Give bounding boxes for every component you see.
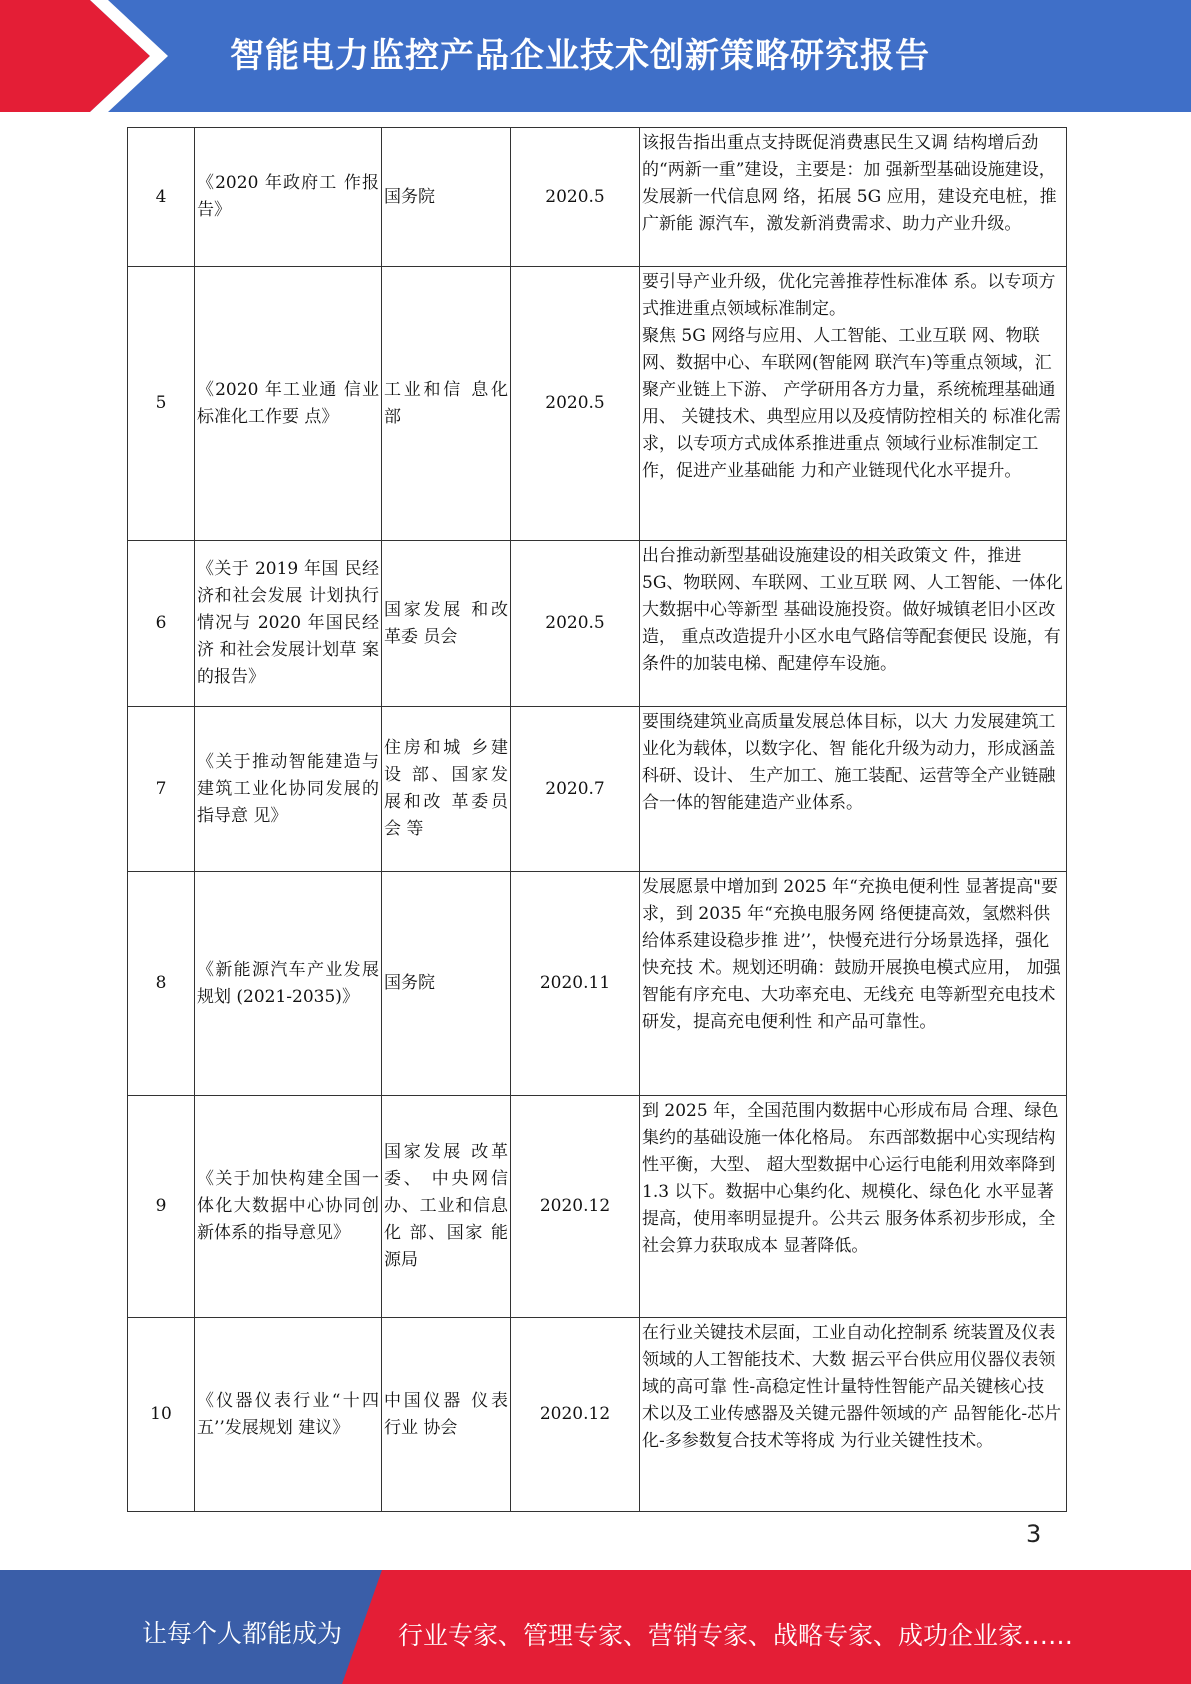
issue-date: 2020.7 xyxy=(511,707,640,872)
row-number: 9 xyxy=(128,1096,195,1318)
issuing-body: 住房和城 乡建设 部、国家发展和改 革委员会 等 xyxy=(382,707,511,872)
report-title: 智能电力监控产品企业技术创新策略研究报告 xyxy=(230,36,930,76)
description: 在行业关键技术层面，工业自动化控制系 统装置及仪表领域的人工智能技术、大数 据云平台供应用仪器仪表领域的高可靠 性-高稳定性计量特性智能产品关键核心技 术以及工业传感器及关键元器件领域的产 品智能化-芯片化-多参数复合技术等将成 为行业关键性技术。 xyxy=(640,1318,1067,1512)
issue-date: 2020.11 xyxy=(511,872,640,1096)
document-name: 《关于加快构建全国一体化大数据中心协同创新体系的指导意见》 xyxy=(195,1096,382,1318)
issue-date: 2020.12 xyxy=(511,1318,640,1512)
document-name: 《2020 年工业通 信业标准化工作要 点》 xyxy=(195,267,382,541)
table-row xyxy=(128,541,1067,707)
issuing-body: 国家发展 改革委、 中央网信 办、工业和信息化 部、国家 能源局 xyxy=(382,1096,511,1318)
issuing-body: 中国仪器 仪表行业 协会 xyxy=(382,1318,511,1512)
row-number: 7 xyxy=(128,707,195,872)
table-row xyxy=(128,872,1067,1096)
issue-date: 2020.5 xyxy=(511,541,640,707)
document-name: 《仪器仪表行业“十四五’’发展规划 建议》 xyxy=(195,1318,382,1512)
issuing-body: 国家发展 和改革委 员会 xyxy=(382,541,511,707)
footer-slogan-left: 让每个人都能成为 xyxy=(142,1619,343,1648)
table-row xyxy=(128,128,1067,267)
description: 要围绕建筑业高质量发展总体目标，以大 力发展建筑工业化为载体，以数字化、智 能化升级为动力，形成涵盖科研、设计、 生产加工、施工装配、运营等全产业链融 合一体的智能建造产业体系。 xyxy=(640,707,1067,872)
row-number: 8 xyxy=(128,872,195,1096)
document-name: 《关于 2019 年国 民经济和社会发展 计划执行情况与 2020 年国民经济 和社会发展计划草 案的报告》 xyxy=(195,541,382,707)
footer-slogan-right: 行业专家、管理专家、营销专家、战略专家、成功企业家…… xyxy=(398,1621,1074,1650)
description: 该报告指出重点支持既促消费惠民生又调 结构增后劲的“两新一重”建设，主要是：加 强新型基础设施建设，发展新一代信息网 络，拓展 5G 应用，建设充电桩，推广新能 源汽车，激发新消费需求、助力产业升级。 xyxy=(640,128,1067,267)
page-number: 3 xyxy=(1026,1520,1042,1548)
description: 要引导产业升级，优化完善推荐性标准体 系。以专项方式推进重点领域标准制定。 聚焦 5G 网络与应用、人工智能、工业互联 网、物联网、数据中心、车联网(智能网 联汽车)等重点领域，汇聚产业链上下游、 产学研用各方力量，系统梳理基础通用、 关键技术、典型应用以及疫情防控相关的 标准化需求，以专项方式成体系推进重点 领域行业标准制定工作，促进产业基础能 力和产业链现代化水平提升。 xyxy=(640,267,1067,541)
document-name: 《关于推动智能建造与建筑工业化协同发展的指导意 见》 xyxy=(195,707,382,872)
issuing-body: 国务院 xyxy=(382,128,511,267)
row-number: 5 xyxy=(128,267,195,541)
table-row xyxy=(128,267,1067,541)
issuing-body: 工业和信 息化部 xyxy=(382,267,511,541)
document-name: 《新能源汽车产业发展规划 (2021-2035)》 xyxy=(195,872,382,1096)
row-number: 6 xyxy=(128,541,195,707)
description: 到 2025 年，全国范围内数据中心形成布局 合理、绿色集约的基础设施一体化格局。 东西部数据中心实现结构性平衡，大型、 超大型数据中心运行电能利用效率降到 1.3 以下。数据中心集约化、规模化、绿色化 水平显著提高，使用率明显提升。公共云 服务体系初步形成，全社会算力获取成本 显著降低。 xyxy=(640,1096,1067,1318)
issue-date: 2020.12 xyxy=(511,1096,640,1318)
policy-table xyxy=(127,127,1064,1512)
issuing-body: 国务院 xyxy=(382,872,511,1096)
table-row xyxy=(128,707,1067,872)
row-number: 4 xyxy=(128,128,195,267)
issue-date: 2020.5 xyxy=(511,128,640,267)
table-row xyxy=(128,1096,1067,1318)
document-name: 《2020 年政府工 作报告》 xyxy=(195,128,382,267)
issue-date: 2020.5 xyxy=(511,267,640,541)
page-footer xyxy=(0,1570,1191,1684)
description: 发展愿景中增加到 2025 年“充换电便利性 显著提高"要求，到 2035 年“充换电服务网 络便捷高效，氢燃料供给体系建设稳步推 进’’，快慢充进行分场景选择，强化快充技 术。规划还明确：鼓励开展换电模式应用， 加强智能有序充电、大功率充电、无线充 电等新型充电技术研发，提高充电便利性 和产品可靠性。 xyxy=(640,872,1067,1096)
row-number: 10 xyxy=(128,1318,195,1512)
description: 出台推动新型基础设施建设的相关政策文 件，推进 5G、物联网、车联网、工业互联 网、人工智能、一体化大数据中心等新型 基础设施投资。做好城镇老旧小区改造， 重点改造提升小区水电气路信等配套便民 设施，有条件的加装电梯、配建停车设施。 xyxy=(640,541,1067,707)
page-header xyxy=(0,0,1191,112)
table-row xyxy=(128,1318,1067,1512)
